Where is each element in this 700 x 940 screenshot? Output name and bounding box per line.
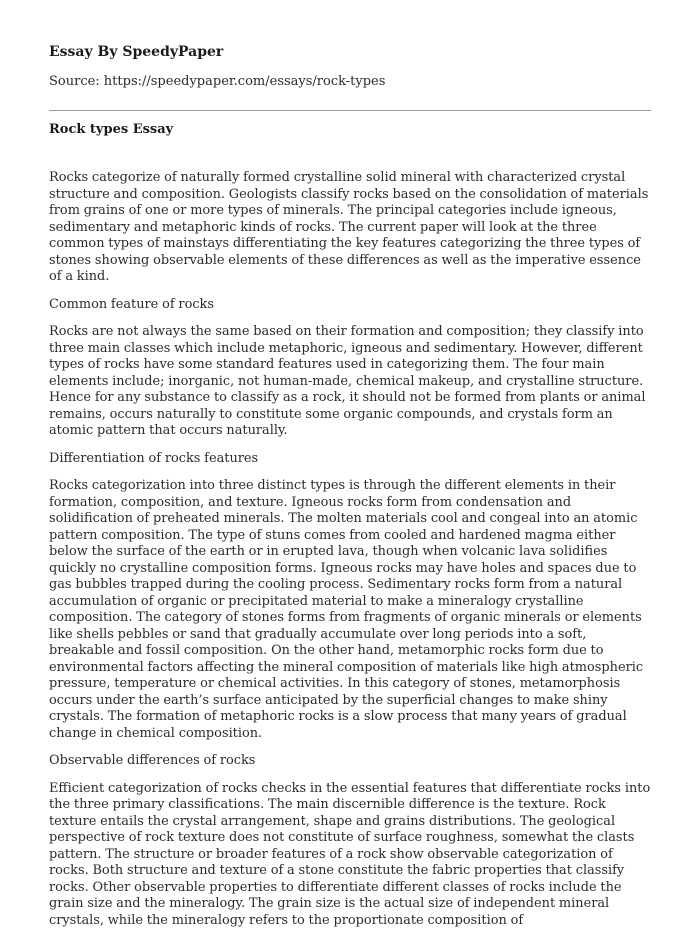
essay-body [49,170,653,940]
essay-title: Rock types Essay [49,122,174,137]
section-heading-observable-differences: Observable differences of rocks [49,753,256,768]
section-heading-common-features: Common feature of rocks [49,296,214,312]
divider [49,110,651,111]
essay-author-heading: Essay By SpeedyPaper [49,44,224,60]
paragraph-differentiation: Rocks categorization into three distinct types is through the different elements in their formation, composition, and texture. Igneous rocks form from condensation and solidification of preheated minerals. The molten materials cool and congeal into an atomic pattern composition. The type of stuns comes from cooled and hardened magma either below the surface of the earth or in erupted lava, though when volcanic lava solidifies quickly no crystalline composition forms. Igneous rocks may have holes and spaces due to gas bubbles trapped during the cooling process. Sedimentary rocks form from a natural accumulation of organic or precipitated material to make a mineralogy crystalline composition. The category of stones forms from fragments of organic minerals or elements like shells pebbles or sand that gradually accumulate over long periods into a soft, breakable and fossil composition. On the other hand, metamorphic rocks form due to environmental factors affecting the mineral composition of materials like high atmospheric pressure, temperature or chemical activities. In this category of stones, metamorphosis occurs under the earth’s surface anticipated by the superficial changes to make shiny crystals. The formation of metaphoric rocks is a slow process that many years of gradual change in chemical composition. [49,478,644,741]
section-heading-differentiation: Differentiation of rocks features [49,450,259,466]
paragraph-common-features: Rocks are not always the same based on their formation and composition; they classify into three main classes which include metaphoric, igneous and sedimentary. However, different types of rocks have some standard features used in categorizing them. The four main elements include; inorganic, not human-made, chemical makeup, and crystalline structure. Hence for any substance to classify as a rock, it should not be formed from plants or animal remains, occurs naturally to constitute some organic compounds, and crystals form an atomic pattern that occurs naturally. [49,324,646,438]
source-line: Source: https://speedypaper.com/essays/rock-types [49,74,386,89]
paragraph-intro: Rocks categorize of naturally formed crystalline solid mineral with characterized crystal structure and composition. Geologists classify rocks based on the consolidation of materials from grains of one or more types of minerals. The principal categories include igneous, sedimentary and metaphoric kinds of rocks. The current paper will look at the three common types of mainstays differentiating the key features categorizing the three types of stones showing observable elements of these differences as well as the imperative essence of a kind. [49,170,649,284]
paragraph-observable-differences: Efficient categorization of rocks checks in the essential features that differentiate rocks into the three primary classifications. The main discernible difference is the texture. Rock texture entails the crystal arrangement, shape and grains distributions. The geological perspective of rock texture does not constitute of surface roughness, somewhat the clasts pattern. The structure or broader features of a rock show observable categorization of rocks. Both structure and texture of a stone constitute the fabric properties that classify rocks. Other observable properties to differentiate different classes of rocks include the grain size and the mineralogy. The grain size is the actual size of independent mineral crystals, while the mineralogy refers to the proportionate composition of [49,780,651,928]
